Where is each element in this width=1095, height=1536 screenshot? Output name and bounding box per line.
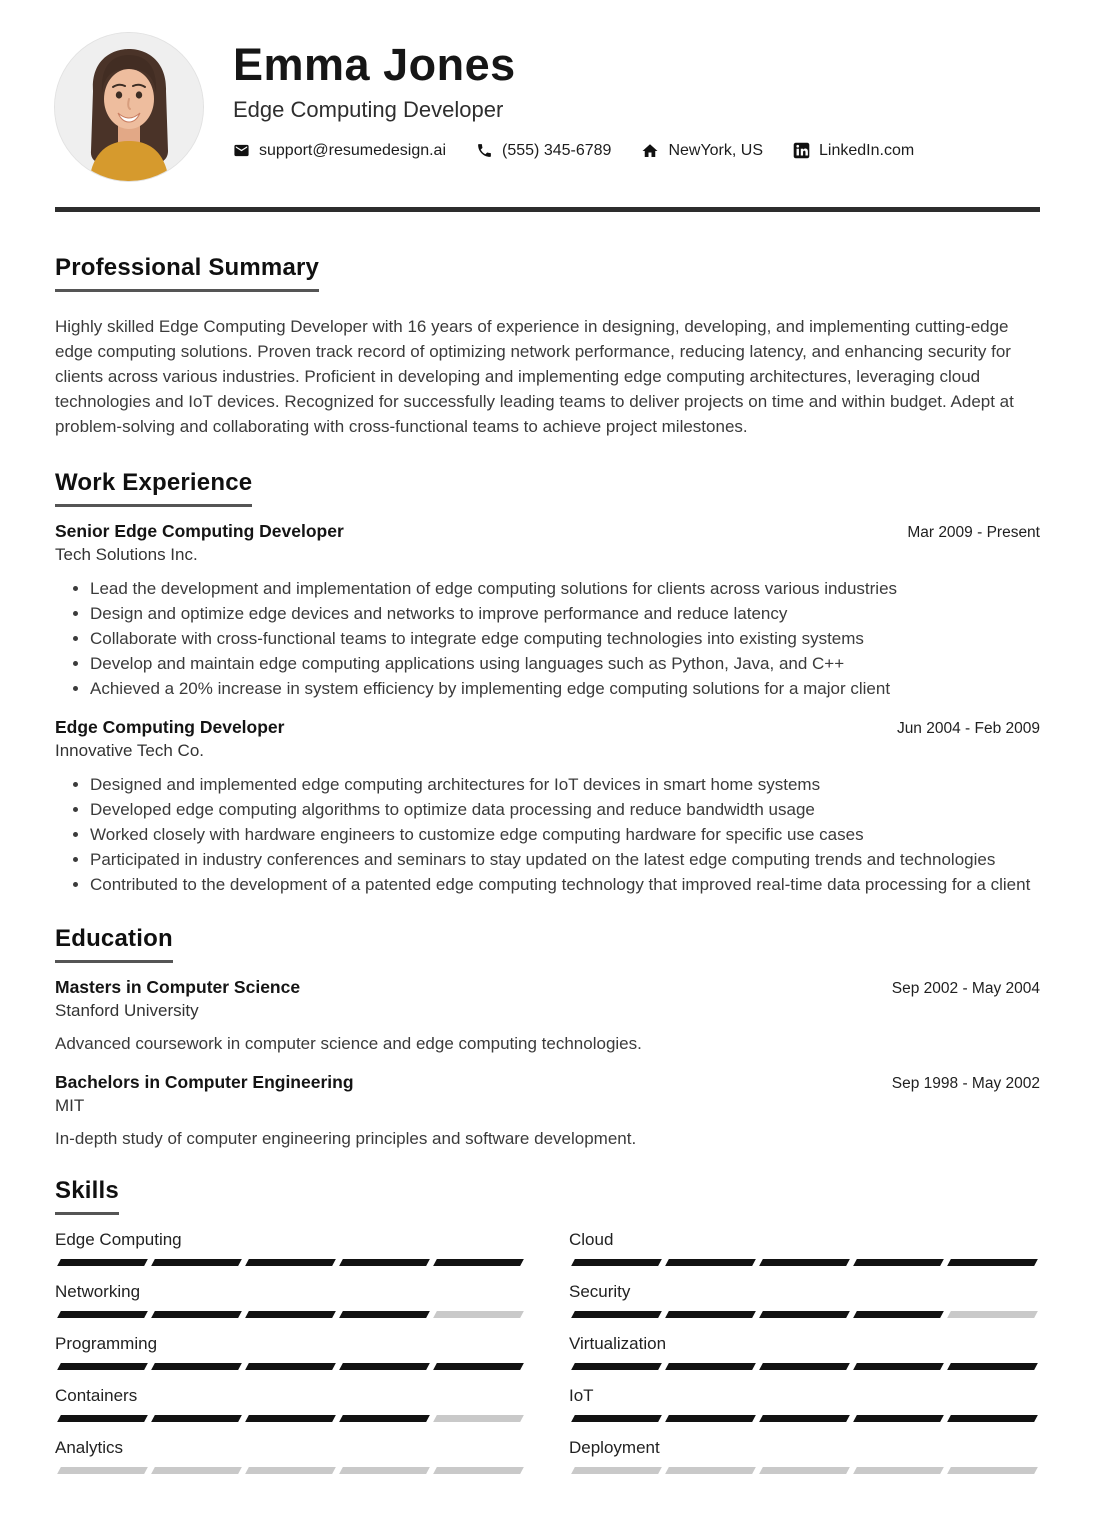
skill-level-bar [55,1363,526,1370]
skill-bar-segment [151,1363,242,1370]
degree-header [55,1072,1040,1093]
degree-description: Advanced coursework in computer science and edge computing technologies. [55,1034,642,1053]
skill-bar-segment [151,1415,242,1422]
skill-item [55,1230,526,1266]
skill-label: Networking [55,1282,141,1301]
skill-level-bar [55,1467,526,1474]
skill-label: Analytics [55,1438,124,1457]
skill-bar-segment [339,1415,430,1422]
skill-bar-segment [853,1467,944,1474]
skill-item [569,1334,1040,1370]
degree-entry [55,1072,1040,1151]
skill-bar-segment [433,1363,524,1370]
skill-bar-segment [151,1259,242,1266]
degree-header [55,977,1040,998]
skill-bar-segment [759,1467,850,1474]
degree-description: In-depth study of computer engineering principles and software development. [55,1129,637,1148]
skill-bar-segment [57,1311,148,1318]
job-bullet: • Lead the development and implementation of edge computing solutions for clients across various industries [90,576,1040,601]
skill-bar-segment [433,1259,524,1266]
job-bullet: • Developed edge computing algorithms to optimize data processing and reduce bandwidth usage [90,797,1040,822]
skill-bar-segment [57,1467,148,1474]
contact-location [641,142,763,160]
skills-column-right [569,1230,1040,1490]
skill-bar-segment [245,1467,336,1474]
skill-bar-segment [665,1259,756,1266]
skill-bar-segment [571,1363,662,1370]
skill-bar-segment [151,1467,242,1474]
job-title: Edge Computing Developer [55,717,285,737]
skill-bar-segment [665,1415,756,1422]
job-dates: Jun 2004 - Feb 2009 [896,720,1040,737]
skill-bar-segment [339,1363,430,1370]
skill-bar-segment [339,1259,430,1266]
contact-linkedin [793,142,914,160]
contact-phone [476,142,611,160]
skill-bar-segment [759,1363,850,1370]
skill-level-bar [569,1363,1040,1370]
skill-label: Security [569,1282,631,1301]
skill-bar-segment [433,1311,524,1318]
skill-bar-segment [571,1415,662,1422]
degree-school: MIT [55,1096,85,1115]
section-professional-summary [55,254,1040,439]
skills-grid [55,1230,1040,1490]
skills-heading: Skills [55,1177,119,1215]
job-bullet: • Achieved a 20% increase in system efficiency by implementing edge computing solutions for a major client [90,676,1040,701]
degree-title: Bachelors in Computer Engineering [55,1072,354,1092]
job-entry [55,521,1040,701]
skill-item [569,1438,1040,1474]
skill-bar-segment [853,1311,944,1318]
job-bullet: • Participated in industry conferences and seminars to stay updated on the latest edge computing trends and technologies [90,847,1040,872]
skill-level-bar [569,1259,1040,1266]
skill-label: Deployment [569,1438,660,1457]
education-heading: Education [55,925,173,963]
skill-bar-segment [947,1467,1038,1474]
skills-column-left [55,1230,526,1490]
skill-bar-segment [571,1311,662,1318]
job-company: Tech Solutions Inc. [55,545,198,564]
skill-bar-segment [947,1259,1038,1266]
skill-bar-segment [57,1259,148,1266]
skill-label: Cloud [569,1230,614,1249]
skill-level-bar [569,1467,1040,1474]
skill-item [569,1282,1040,1318]
degree-title: Masters in Computer Science [55,977,301,997]
linkedin-icon [793,142,810,159]
skill-item [55,1386,526,1422]
resume-body [0,254,1095,1490]
skill-bar-segment [853,1363,944,1370]
job-bullet: • Worked closely with hardware engineers to customize edge computing hardware for specific use cases [90,822,1040,847]
skill-bar-segment [853,1259,944,1266]
job-entry [55,717,1040,897]
skill-level-bar [55,1259,526,1266]
job-title: Senior Edge Computing Developer [55,521,344,541]
skill-level-bar [55,1415,526,1422]
skill-bar-segment [245,1259,336,1266]
header-info [233,33,914,160]
skill-bar-segment [759,1311,850,1318]
skill-label: IoT [569,1386,594,1405]
skill-bar-segment [571,1467,662,1474]
experience-heading: Work Experience [55,469,252,507]
person-title: Edge Computing Developer [233,96,504,122]
contact-phone-text: (555) 345-6789 [502,141,612,159]
skill-bar-segment [853,1415,944,1422]
job-bullet: • Collaborate with cross-functional teams to integrate edge computing technologies into existing systems [90,626,1040,651]
skill-item [55,1438,526,1474]
skill-bar-segment [57,1363,148,1370]
section-skills [55,1177,1040,1490]
skill-level-bar [569,1415,1040,1422]
skill-bar-segment [433,1467,524,1474]
job-dates: Mar 2009 - Present [907,524,1040,541]
job-bullet: • Develop and maintain edge computing applications using languages such as Python, Java, and C++ [90,651,1040,676]
skill-level-bar [55,1311,526,1318]
skill-bar-segment [245,1311,336,1318]
person-name: Emma Jones [233,39,516,90]
job-header [55,521,1040,542]
job-bullet: • Designed and implemented edge computing architectures for IoT devices in smart home systems [90,772,1040,797]
phone-icon [476,142,493,159]
summary-text: Highly skilled Edge Computing Developer with 16 years of experience in designing, developing, and implementing cutting-edge edge computing solutions. Proven track record of optimizing network performance, reducing latency, and enhancing security for clients across various industries. Proficient in developing and implementing edge computing architectures, leveraging cloud technologies and IoT devices. Recognized for successfully leading teams to deliver projects on time and within budget. Adept at problem-solving and collaborating with cross-functional teams to achieve project milestones. [55,317,1014,436]
job-company: Innovative Tech Co. [55,741,204,760]
contact-email [233,142,446,160]
contact-linkedin-text: LinkedIn.com [819,141,915,159]
degree-dates: Sep 1998 - May 2002 [891,1075,1040,1092]
job-bullet: • Contributed to the development of a patented edge computing technology that improved real-time data processing for a client [90,872,1040,897]
skill-item [55,1334,526,1370]
skill-bar-segment [947,1311,1038,1318]
skill-label: Programming [55,1334,158,1353]
skill-label: Containers [55,1386,138,1405]
skill-bar-segment [339,1467,430,1474]
job-bullet-list [55,576,1040,701]
degree-dates: Sep 2002 - May 2004 [891,980,1040,997]
skill-bar-segment [245,1363,336,1370]
skill-bar-segment [571,1259,662,1266]
avatar [55,33,203,181]
job-header [55,717,1040,738]
contact-email-text: support@resumedesign.ai [259,141,447,159]
skill-item [55,1282,526,1318]
degree-entry [55,977,1040,1056]
skill-bar-segment [665,1363,756,1370]
skill-label: Edge Computing [55,1230,182,1249]
skill-bar-segment [947,1415,1038,1422]
section-work-experience [55,469,1040,897]
skill-bar-segment [339,1311,430,1318]
degree-school: Stanford University [55,1001,199,1020]
skill-bar-segment [245,1415,336,1422]
skill-bar-segment [947,1363,1038,1370]
email-icon [233,142,250,159]
summary-heading: Professional Summary [55,254,319,292]
skill-bar-segment [665,1311,756,1318]
skill-bar-segment [433,1415,524,1422]
section-education [55,925,1040,1151]
job-bullet-list [55,772,1040,897]
contact-location-text: NewYork, US [668,141,763,159]
skill-bar-segment [665,1467,756,1474]
skill-bar-segment [57,1415,148,1422]
skill-level-bar [569,1311,1040,1318]
job-bullet: • Design and optimize edge devices and networks to improve performance and reduce latency [90,601,1040,626]
skill-bar-segment [759,1415,850,1422]
skill-bar-segment [151,1311,242,1318]
header [0,0,1095,181]
skill-item [569,1230,1040,1266]
skill-item [569,1386,1040,1422]
skill-bar-segment [759,1259,850,1266]
skill-label: Virtualization [569,1334,667,1353]
contact-row [233,142,914,160]
home-icon [641,142,659,160]
avatar-portrait-illustration [55,33,203,181]
header-divider [55,207,1040,212]
